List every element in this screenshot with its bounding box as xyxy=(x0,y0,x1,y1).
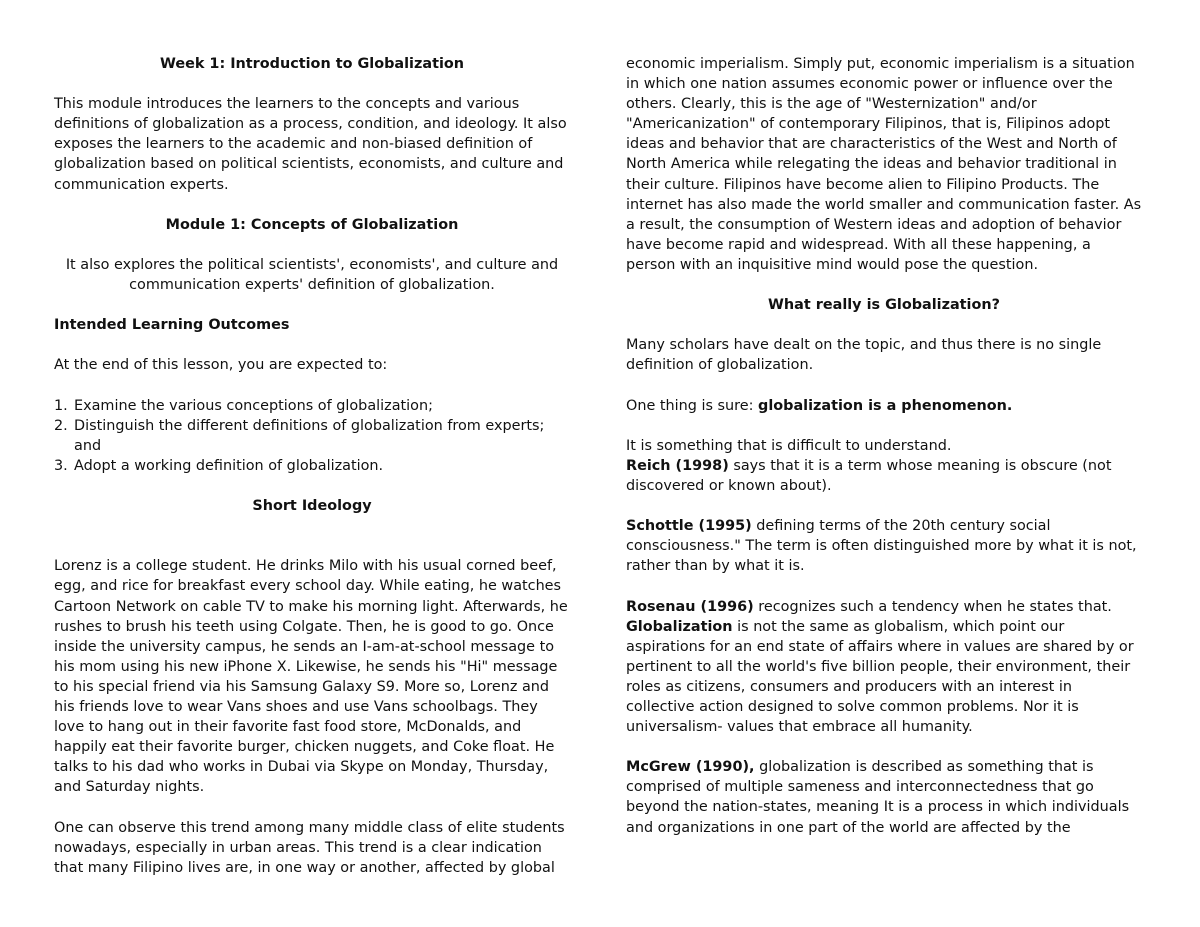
scholars-paragraph: Many scholars have dealt on the topic, and thus there is no single definition of globalization. xyxy=(626,337,1102,374)
mcgrew-paragraph: McGrew (1990), globalization is described as something that is comprised of multiple sameness and interconnectedness that go beyond the nation-states, meaning It is a process in which individuals and organizations in one part of the world are affected by the xyxy=(626,759,1130,836)
rosenau-paragraph: Rosenau (1996) recognizes such a tendency when he states that. Globalization is not the same as globalism, which point our aspirations for an end state of affairs where in values are shared by or pertinent to all the world's five billion people, their environment, their roles as citizens, consumers and producers with an interest in collective action designed to solve common problems. Nor it is universalism- values that embrace all humanity. xyxy=(626,598,1134,736)
module-title: Module 1: Concepts of Globalization xyxy=(165,216,459,233)
observe-paragraph: One can observe this trend among many middle class of elite students nowadays, especially in urban areas. This trend is a clear indication that many Filipino lives are, in one way or another, affected by global xyxy=(54,819,565,876)
sure-paragraph: One thing is sure: globalization is a phenomenon. xyxy=(626,397,1013,414)
module-paragraph: It also explores the political scientists', economists', and culture and communication experts' definition of globalization. xyxy=(65,256,559,294)
week-title: Week 1: Introduction to Globalization xyxy=(159,56,465,72)
list-item: 2. Distinguish the different definitions of globalization from experts; and xyxy=(54,417,545,454)
intro-paragraph: This module introduces the learners to the concepts and various definitions of globalization as a process, condition, and ideology. It also exposes the learners to the academic and non-biased definition of globalization based on political scientists, economists, and culture and communication experts. xyxy=(54,96,567,193)
left-column xyxy=(54,54,570,898)
what-title: What really is Globalization? xyxy=(768,297,1000,314)
ideology-title: Short Ideology xyxy=(252,498,372,515)
story-paragraph: Lorenz is a college student. He drinks Milo with his usual corned beef, egg, and rice for breakfast every school day. While eating, he watches Cartoon Network on cable TV to make his morning light. Afterwards, he rushes to brush his teeth using Colgate. Then, he is good to go. Once inside the university campus, he sends an I-am-at-school message to his mom using his new iPhone X. Likewise, he sends his "Hi" message to his special friend via his Samsung Galaxy S9. More so, Lorenz and his friends love to wear Vans shoes and use Vans schoolbags. They love to hang out in their favorite fast food store, McDonalds, and happily eat their favorite burger, chicken nuggets, and Coke float. He talks to his dad who works in Dubai via Skype on Monday, Thursday, and Saturday nights. xyxy=(54,558,568,796)
list-item: 1. Examine the various conceptions of globalization; xyxy=(54,397,433,414)
schottle-paragraph: Schottle (1995) defining terms of the 20th century social consciousness." The term is often distinguished more by what it is not, rather than by what it is. xyxy=(626,518,1137,575)
right-column xyxy=(626,54,1142,858)
list-item: 3. Adopt a working definition of globalization. xyxy=(54,457,384,474)
continued-paragraph: economic imperialism. Simply put, economic imperialism is a situation in which one nation assumes economic power or influence over the others. Clearly, this is the age of "Westernization" and/or "Americanization" of contemporary Filipinos, that is, Filipinos adopt ideas and behavior that are characteristics of the West and North of North America while relegating the ideas and behavior traditional in their culture. Filipinos have become alien to Filipino Products. The internet has also made the world smaller and communication faster. As a result, the consumption of Western ideas and adoption of behavior have become rapid and widespread. With all these happening, a person with an inquisitive mind would pose the question. xyxy=(626,56,1142,273)
ilo-list xyxy=(54,396,570,476)
reich-paragraph: Reich (1998) says that it is a term whose meaning is obscure (not discovered or known about). xyxy=(626,457,1112,494)
difficult-line: It is something that is difficult to understand. xyxy=(626,437,952,454)
ilo-title: Intended Learning Outcomes xyxy=(54,317,290,334)
ilo-lead: At the end of this lesson, you are expected to: xyxy=(54,357,388,374)
